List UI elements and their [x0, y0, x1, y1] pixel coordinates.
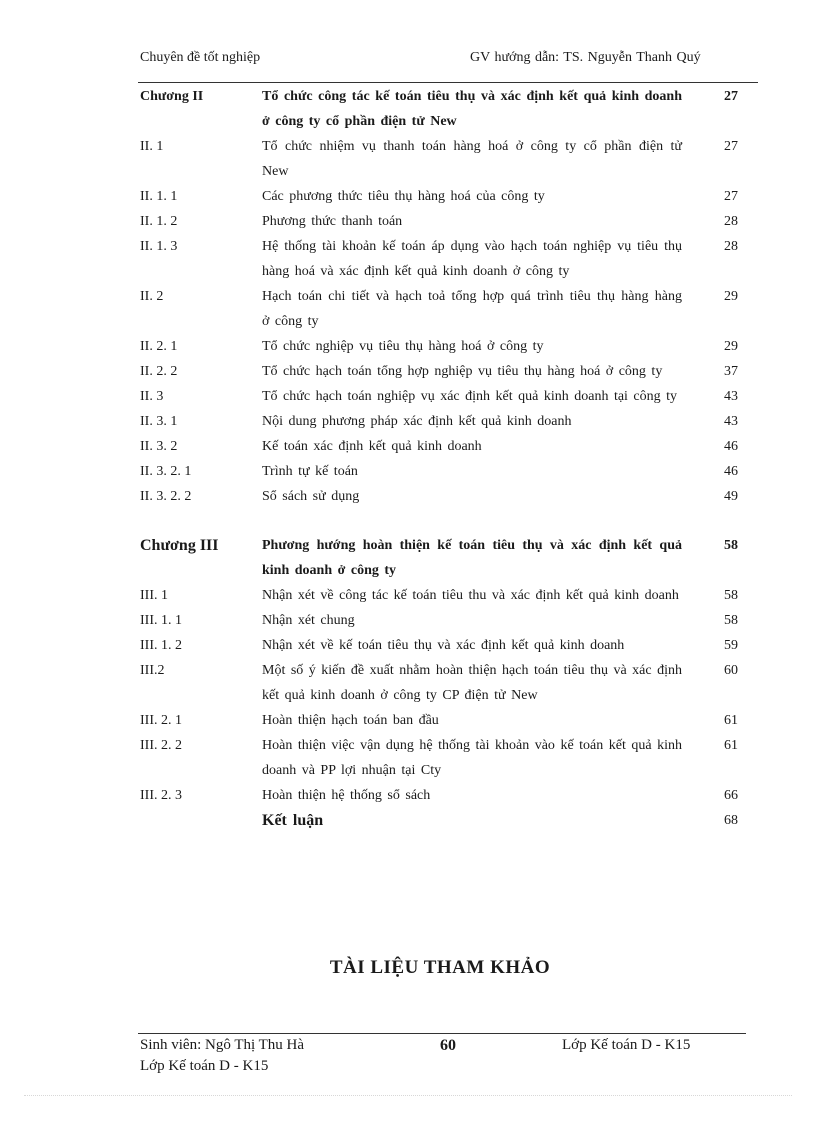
table-of-contents [140, 84, 740, 833]
toc-number: III.2 [140, 663, 165, 678]
toc-page: 61 [724, 738, 738, 753]
toc-number: Chương II [140, 89, 204, 104]
toc-title: Nhận xét chung [262, 613, 355, 628]
toc-row [140, 608, 740, 633]
toc-row [140, 733, 740, 783]
toc-title: Các phương thức tiêu thụ hàng hoá của công ty [262, 189, 545, 204]
toc-row [140, 658, 740, 708]
references-heading: TÀI LIỆU THAM KHẢO [329, 957, 551, 978]
toc-number: Chương III [140, 537, 219, 554]
toc-page: 29 [724, 289, 738, 304]
toc-title: Một số ý kiến đề xuất nhằm hoàn thiện hạch toán tiêu thụ và xác định kết quả kinh doanh ở công ty CP điện tử New [262, 663, 682, 703]
toc-row [140, 808, 740, 833]
toc-page: 66 [724, 788, 738, 803]
toc-row [140, 409, 740, 434]
toc-row [140, 334, 740, 359]
toc-number: III. 2. 3 [140, 788, 182, 803]
toc-row [140, 284, 740, 334]
toc-row [140, 234, 740, 284]
toc-title: Nhận xét về công tác kế toán tiêu thu và xác định kết quả kinh doanh [262, 588, 679, 603]
toc-number: III. 2. 2 [140, 738, 182, 753]
toc-page: 61 [724, 713, 738, 728]
toc-page: 43 [724, 389, 738, 404]
toc-page: 29 [724, 339, 738, 354]
toc-number: II. 2 [140, 289, 164, 304]
toc-title: Tổ chức hạch toán tổng hợp nghiệp vụ tiêu thụ hàng hoá ở công ty [262, 364, 663, 379]
toc-row [140, 134, 740, 184]
toc-number: III. 1. 1 [140, 613, 182, 628]
toc-title: Hệ thống tài khoản kế toán áp dụng vào hạch toán nghiệp vụ tiêu thụ hàng hoá và xác định kết quả kinh doanh ở công ty [262, 239, 682, 279]
footer-divider [138, 1033, 746, 1034]
toc-title: Kế toán xác định kết quả kinh doanh [262, 439, 482, 454]
toc-number: II. 3 [140, 389, 164, 404]
toc-row [140, 459, 740, 484]
toc-row [140, 209, 740, 234]
toc-title: Tổ chức nhiệm vụ thanh toán hàng hoá ở công ty cổ phần điện tử New [262, 139, 682, 179]
toc-number: II. 2. 2 [140, 364, 178, 379]
toc-row [140, 583, 740, 608]
toc-number: III. 1. 2 [140, 638, 182, 653]
toc-page: 27 [724, 189, 738, 204]
toc-page: 59 [724, 638, 738, 653]
toc-page: 58 [724, 613, 738, 628]
page-bottom-border [24, 1095, 792, 1096]
header-left: Chuyên đề tốt nghiệp [140, 50, 261, 65]
toc-number: II. 3. 1 [140, 414, 178, 429]
toc-row [140, 434, 740, 459]
toc-page: 58 [724, 538, 738, 553]
toc-number: III. 1 [140, 588, 168, 603]
toc-row [140, 783, 740, 808]
toc-page: 46 [724, 464, 738, 479]
toc-title: Tổ chức hạch toán nghiệp vụ xác định kết quả kinh doanh tại công ty [262, 389, 678, 404]
toc-number: II. 2. 1 [140, 339, 178, 354]
toc-page: 27 [724, 89, 738, 104]
toc-number: II. 1. 1 [140, 189, 178, 204]
toc-page: 49 [724, 489, 738, 504]
toc-title: Tổ chức công tác kế toán tiêu thụ và xác định kết quả kinh doanh ở công ty cổ phần điện tử New [262, 89, 682, 129]
toc-page: 60 [724, 663, 738, 678]
toc-title: Hoàn thiện hệ thống sổ sách [262, 788, 431, 803]
toc-page: 28 [724, 239, 738, 254]
toc-title: Nội dung phương pháp xác định kết quả kinh doanh [262, 414, 572, 429]
toc-title: Kết luận [262, 812, 324, 829]
footer-class-right: Lớp Kế toán D - K15 [562, 1037, 691, 1053]
toc-page: 37 [724, 364, 738, 379]
toc-page: 27 [724, 139, 738, 154]
toc-title: Hoàn thiện việc vận dụng hệ thống tài khoản vào kế toán kết quả kinh doanh và PP lợi nhuận tại Cty [262, 738, 682, 778]
toc-row [140, 359, 740, 384]
toc-title: Phương thức thanh toán [262, 214, 403, 229]
footer-class-left: Lớp Kế toán D - K15 [140, 1058, 269, 1074]
toc-page: 43 [724, 414, 738, 429]
toc-number: II. 1. 3 [140, 239, 178, 254]
toc-number: II. 3. 2 [140, 439, 178, 454]
toc-title: Hạch toán chi tiết và hạch toả tổng hợp quá trình tiêu thụ hàng hàng ở công ty [262, 289, 682, 329]
toc-spacer [140, 509, 740, 533]
toc-number: II. 1. 2 [140, 214, 178, 229]
toc-number: II. 1 [140, 139, 164, 154]
toc-title: Hoàn thiện hạch toán ban đầu [262, 713, 439, 728]
toc-row [140, 84, 740, 134]
toc-row [140, 384, 740, 409]
header-divider [138, 82, 758, 83]
toc-row [140, 708, 740, 733]
toc-title: Trình tự kế toán [262, 464, 358, 479]
toc-page: 58 [724, 588, 738, 603]
toc-row [140, 533, 740, 583]
toc-row [140, 184, 740, 209]
toc-title: Sổ sách sử dụng [262, 489, 360, 504]
toc-number: III. 2. 1 [140, 713, 182, 728]
footer-page-number: 60 [440, 1037, 456, 1054]
toc-number: II. 3. 2. 1 [140, 464, 192, 479]
toc-page: 28 [724, 214, 738, 229]
toc-title: Phương hướng hoàn thiện kế toán tiêu thụ và xác định kết quả kinh doanh ở công ty [262, 538, 682, 578]
toc-row [140, 484, 740, 509]
toc-page: 46 [724, 439, 738, 454]
footer-student: Sinh viên: Ngô Thị Thu Hà [140, 1037, 305, 1053]
header-right: GV hướng dẫn: TS. Nguyễn Thanh Quý [470, 50, 701, 65]
toc-title: Nhận xét về kế toán tiêu thụ và xác định kết quả kinh doanh [262, 638, 625, 653]
toc-row [140, 633, 740, 658]
toc-title: Tổ chức nghiệp vụ tiêu thụ hàng hoá ở công ty [262, 339, 544, 354]
toc-number: II. 3. 2. 2 [140, 489, 192, 504]
toc-page: 68 [724, 813, 738, 828]
